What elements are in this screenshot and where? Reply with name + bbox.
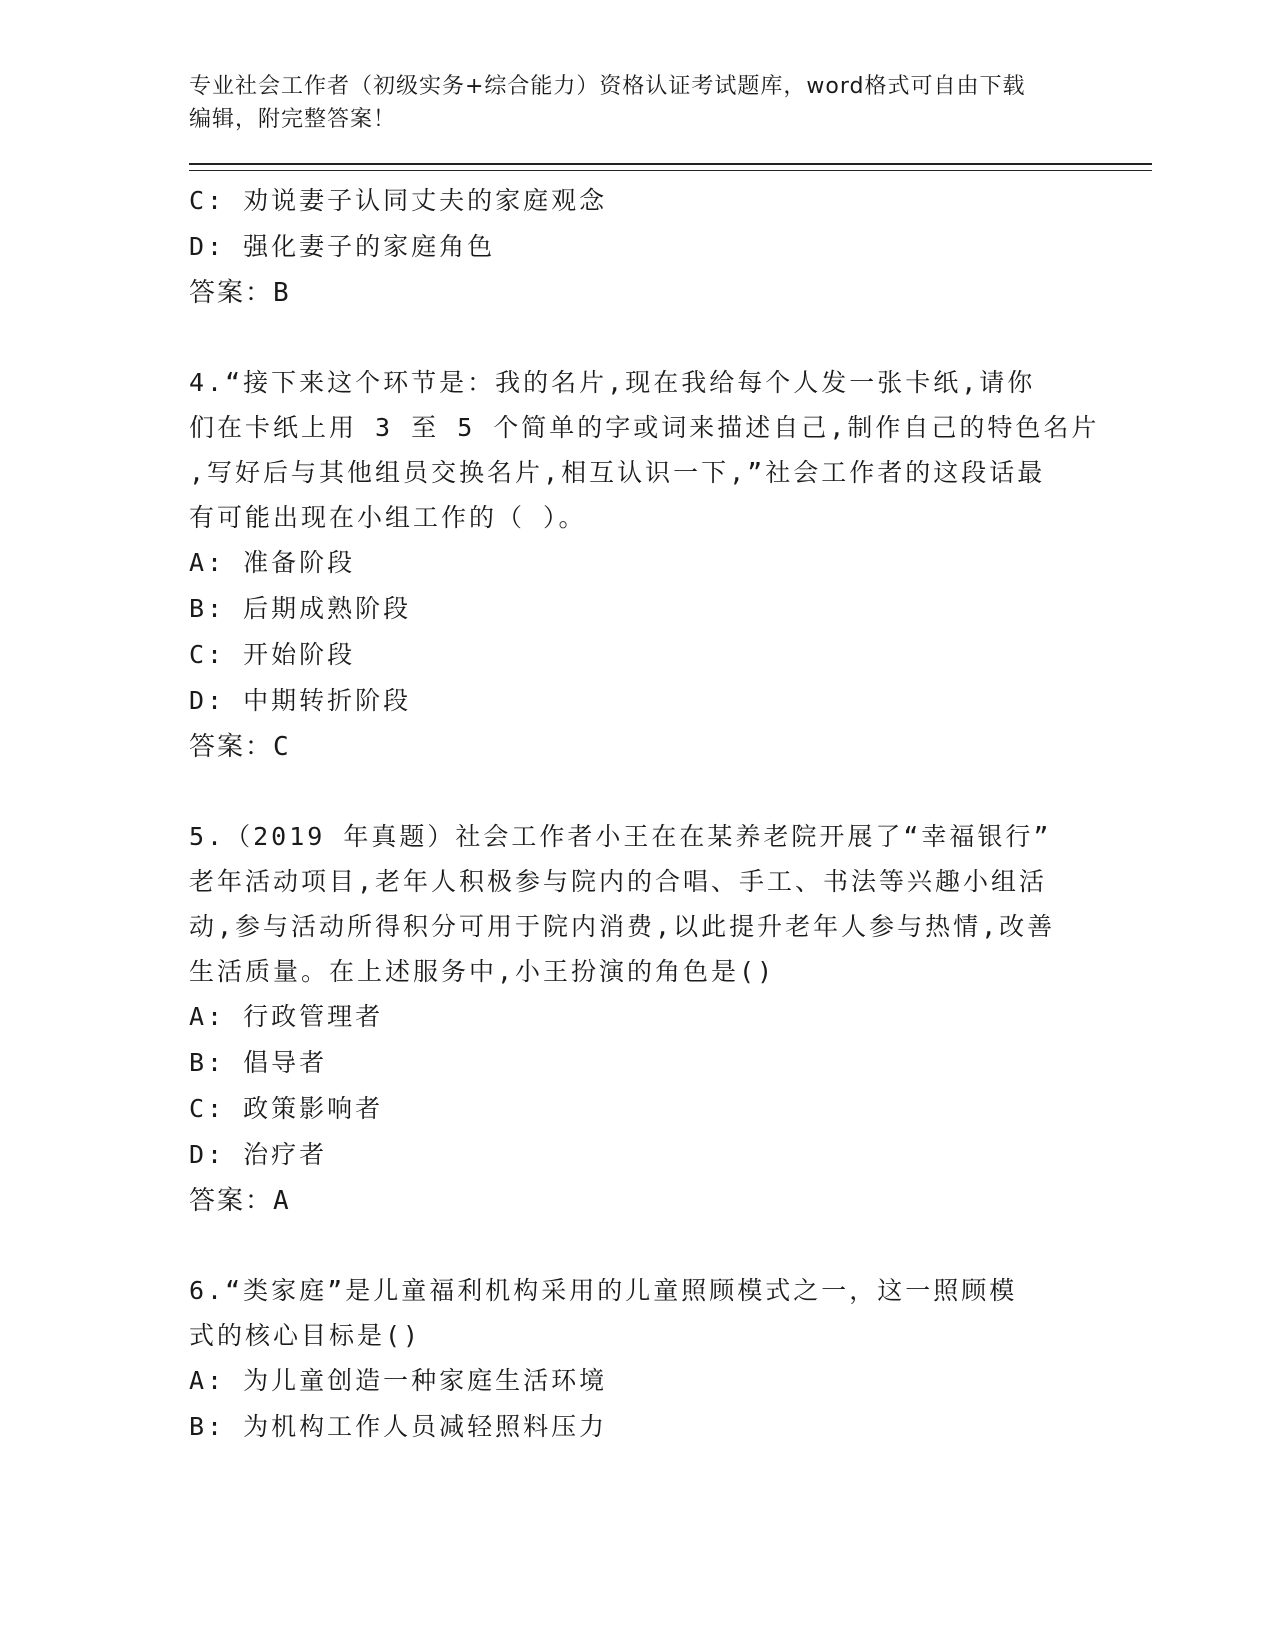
question-text-line: 老年活动项目,老年人积极参与院内的合唱、手工、书法等兴趣小组活: [189, 867, 1048, 896]
document-page: [189, 70, 1149, 1450]
page-header: [189, 70, 1149, 171]
spacer: [189, 770, 1149, 814]
question-text-line: 4.“接下来这个环节是：我的名片,现在我给每个人发一张卡纸,请你: [189, 368, 1036, 397]
document-body: [189, 178, 1149, 1450]
question-3-tail: [189, 178, 1149, 316]
header-divider: [189, 163, 1152, 171]
question-6: [189, 1268, 1149, 1450]
answer-line: 答案：A: [189, 1186, 291, 1216]
question-text-line: 6.“类家庭”是儿童福利机构采用的儿童照顾模式之一，这一照顾模: [189, 1276, 1018, 1305]
question-text-line: 有可能出现在小组工作的（ ）。: [189, 503, 587, 532]
question-text-line: ,写好后与其他组员交换名片,相互认识一下,”社会工作者的这段话最: [189, 458, 1046, 487]
question-text: [189, 814, 1149, 994]
option-c: C: 政策影响者: [189, 1094, 384, 1123]
question-text-line: 生活质量。在上述服务中,小王扮演的角色是(): [189, 957, 776, 986]
spacer: [189, 1224, 1149, 1268]
question-text: [189, 1268, 1149, 1358]
option-c: C: 劝说妻子认同丈夫的家庭观念: [189, 186, 608, 215]
option-c: C: 开始阶段: [189, 640, 356, 669]
header-line-1: 专业社会工作者（初级实务+综合能力）资格认证考试题库，word格式可自由下载: [189, 74, 1026, 99]
answer-line: 答案：B: [189, 278, 291, 308]
header-line-2: 编辑，附完整答案！: [189, 107, 397, 132]
option-a: A: 行政管理者: [189, 1002, 384, 1031]
option-d: D: 强化妻子的家庭角色: [189, 232, 496, 261]
question-text-line: 们在卡纸上用 3 至 5 个简单的字或词来描述自己,制作自己的特色名片: [189, 413, 1100, 442]
option-a: A: 准备阶段: [189, 548, 356, 577]
spacer: [189, 316, 1149, 360]
question-4: [189, 360, 1149, 770]
question-text-line: 式的核心目标是(): [189, 1321, 422, 1350]
option-d: D: 治疗者: [189, 1140, 328, 1169]
question-text-line: 动,参与活动所得积分可用于院内消费,以此提升老年人参与热情,改善: [189, 912, 1056, 941]
option-a: A: 为儿童创造一种家庭生活环境: [189, 1366, 608, 1395]
option-d: D: 中期转折阶段: [189, 686, 412, 715]
question-text: [189, 360, 1149, 540]
header-title: [189, 70, 1089, 136]
option-b: B: 为机构工作人员减轻照料压力: [189, 1412, 608, 1441]
option-b: B: 后期成熟阶段: [189, 594, 412, 623]
question-text-line: 5.（2019 年真题）社会工作者小王在在某养老院开展了“幸福银行”: [189, 822, 1052, 851]
option-b: B: 倡导者: [189, 1048, 328, 1077]
answer-line: 答案：C: [189, 732, 291, 762]
question-5: [189, 814, 1149, 1224]
